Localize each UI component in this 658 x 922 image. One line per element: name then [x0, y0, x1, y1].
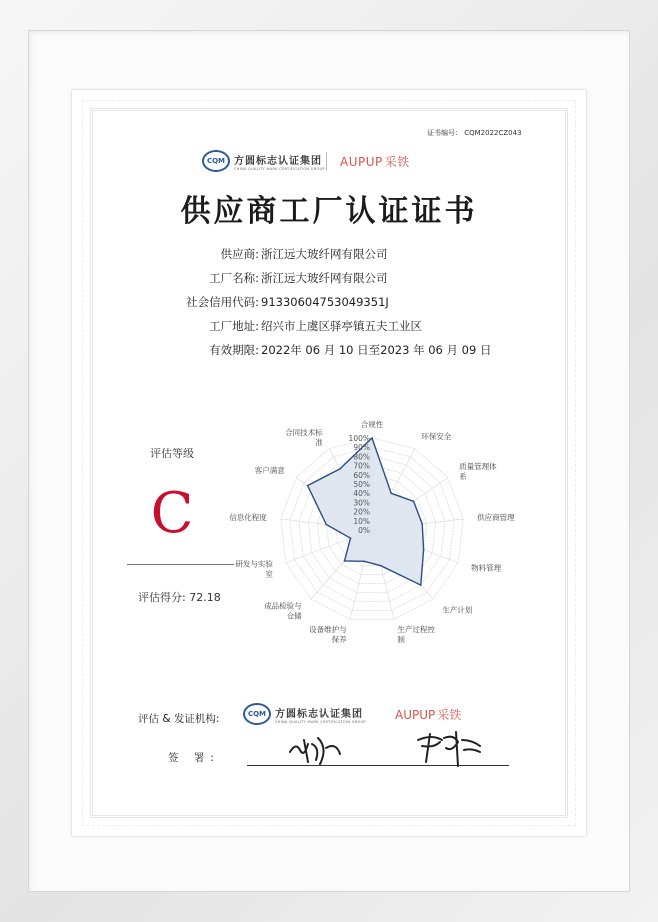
signature-2-image	[412, 726, 492, 770]
sign-label: 签 署:	[168, 752, 220, 764]
org-name-en: CHINA QUALITY MARK CERTIFICATION GROUP	[234, 166, 325, 171]
radar-category-label: 合同技术标准	[285, 428, 323, 448]
radar-category-label: 质量管理体系	[459, 461, 497, 481]
grade-underline	[127, 564, 234, 565]
radar-point	[371, 437, 373, 439]
certificate-title: 供应商工厂认证证书	[180, 194, 478, 229]
brand-name-cn: 采铁	[384, 155, 410, 169]
radar-point	[364, 561, 366, 563]
info-row-supplier	[132, 242, 562, 266]
grade-title: 评估等级	[150, 447, 194, 460]
header-logos	[202, 150, 502, 176]
brand-name-cn: 采铁	[437, 708, 462, 722]
radar-category-label: 合规性	[360, 420, 384, 429]
org-name-cn: 方圆标志认证集团	[234, 155, 322, 167]
info-row-credit-code	[132, 290, 562, 314]
radar-ring-label: 30%	[353, 498, 370, 508]
cqm-logo	[202, 150, 325, 172]
grade-letter: C	[150, 481, 194, 546]
radar-category-label: 生产计划	[442, 605, 473, 615]
radar-category-label: 环保安全	[421, 432, 452, 442]
field-label: 供应商:	[220, 247, 259, 261]
org-name-cn: 方圆标志认证集团	[275, 708, 363, 720]
certificate-paper	[72, 90, 586, 836]
radar-ring-label: 0%	[358, 526, 370, 535]
field-label: 有效期限:	[209, 343, 259, 357]
field-value: 2022年 06 月 10 日至2023 年 06 月 09 日	[261, 343, 492, 357]
radar-ring-label: 70%	[353, 461, 370, 471]
field-label: 社会信用代码:	[186, 295, 259, 309]
radar-ring-label: 40%	[353, 489, 370, 499]
radar-category-label: 物料管理	[471, 563, 502, 573]
field-label: 工厂地址:	[209, 319, 259, 333]
radar-ring-label: 100%	[348, 434, 370, 443]
field-value: 绍兴市上虞区驿亭镇五夫工业区	[261, 319, 422, 333]
radar-ring-label: 50%	[353, 480, 370, 489]
certificate-number: 证书编号： CQM2022CZ043	[427, 129, 522, 137]
field-value: 91330604753049351J	[261, 295, 389, 309]
radar-category-label: 客户满意	[254, 465, 285, 475]
score-text: 评估得分: 72.18	[138, 591, 221, 604]
radar-point	[344, 560, 346, 562]
brand-name: AUPUP	[340, 155, 383, 169]
info-row-factory	[132, 266, 562, 290]
radar-chart	[229, 420, 547, 650]
radar-point	[420, 584, 422, 586]
radar-point	[350, 537, 352, 539]
radar-point	[390, 493, 392, 495]
cqm-badge-icon: CQM	[243, 703, 271, 725]
info-row-address	[132, 314, 562, 338]
radar-ring-label: 10%	[353, 516, 370, 526]
radar-point	[326, 524, 328, 526]
aupup-logo	[340, 153, 410, 170]
cqm-badge-icon: CQM	[202, 150, 230, 172]
radar-category-label: 成品检验与仓储	[264, 601, 302, 621]
radar-point	[421, 523, 423, 525]
radar-ring-label: 20%	[353, 507, 370, 517]
radar-ring-label: 60%	[353, 470, 370, 480]
radar-point	[413, 501, 415, 503]
radar-ring-label: 80%	[353, 452, 370, 462]
issuer-logos	[243, 703, 543, 729]
issuer-label: 评估 & 发证机构:	[138, 713, 220, 725]
field-label: 工厂名称:	[209, 271, 259, 285]
radar-point	[339, 468, 341, 470]
radar-category-label: 生产过程控制	[397, 624, 435, 644]
field-value: 浙江远大玻纤网有限公司	[261, 271, 388, 285]
radar-point	[307, 485, 309, 487]
logo-divider	[326, 152, 327, 170]
field-value: 浙江远大玻纤网有限公司	[261, 247, 388, 261]
radar-point	[380, 565, 382, 567]
radar-category-label: 信息化程度	[229, 513, 267, 523]
info-row-validity	[132, 338, 562, 362]
radar-category-label: 设备维护与保养	[309, 624, 347, 644]
radar-category-label: 研发与实验室	[235, 559, 273, 579]
radar-category-label: 供应商管理	[477, 513, 515, 523]
issuer-cqm-logo	[243, 703, 366, 725]
radar-point	[423, 549, 425, 551]
issuer-aupup-logo	[395, 706, 461, 723]
radar-ring-label: 90%	[353, 443, 370, 453]
signature-1-image	[282, 730, 352, 770]
brand-name: AUPUP	[395, 708, 436, 722]
org-name-en: CHINA QUALITY MARK CERTIFICATION GROUP	[275, 719, 366, 724]
info-fields	[132, 242, 562, 362]
